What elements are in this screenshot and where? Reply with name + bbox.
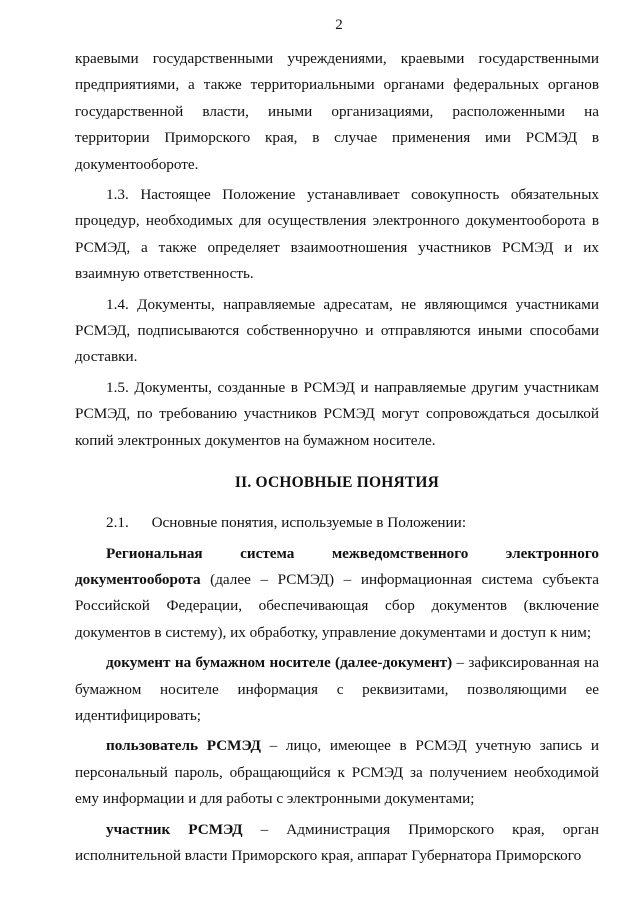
definition-user (75, 733, 599, 812)
definition-text: – лицо, имеющее в РСМЭД учетную запись и персональный пароль, обращающийся к РСМЭД за получением необходимой ему информации и для работы с электронными документами; (75, 737, 599, 808)
paragraph-1-3: 1.3. Настоящее Положение устанавливает совокупность обязательных процедур, необходимых для осуществления электронного документооборота в РСМЭД, а также определяет взаимоотношения участников РСМЭД и их взаимную ответственность. (75, 186, 599, 283)
paragraph-1-5: 1.5. Документы, созданные в РСМЭД и направляемые другим участникам РСМЭД, по требованию участников РСМЭД могут сопровождаться досылкой копий электронных документов на бумажном носителе. (75, 378, 599, 449)
definition-term: Региональная система межведомственного электронного документооборота (75, 544, 599, 588)
definition-text: – зафиксированная на бумажном носителе информация с реквизитами, позволяющими ее идентифицировать; (75, 654, 599, 724)
definition-text: – Администрация Приморского края, орган исполнительной власти Приморского края, аппарат Губернатора Приморского (75, 820, 599, 864)
subsection-intro: 2.1. Основные понятия, используемые в Положении: (106, 514, 467, 532)
paragraph-1-4: 1.4. Документы, направляемые адресатам, не являющимся участниками РСМЭД, подписываются собственноручно и отправляются иными способами доставки. (75, 295, 599, 366)
page-number: 2 (335, 17, 343, 33)
definition-rsmed (75, 541, 599, 647)
definition-term: пользователь РСМЭД (106, 737, 261, 755)
definition-paper-document (75, 650, 599, 729)
intro-paragraph: краевыми государственными учреждениями, краевыми государственными предприятиями, а также территориальными органами федеральных органов государственной власти, иными организациями, расположенными на территории Приморского края, в случае применения ими РСМЭД в документообороте. (75, 50, 599, 173)
definition-participant (75, 817, 599, 870)
section-heading: II. ОСНОВНЫЕ ПОНЯТИЯ (234, 474, 440, 492)
definition-term: участник РСМЭД (106, 820, 243, 838)
definition-term: документ на бумажном носителе (далее-документ) (106, 654, 453, 672)
definition-text: (далее – РСМЭД) – информационная система субъекта Российской Федерации, обеспечивающая сбор документов (включение документов в систему), их обработку, управление документами и доступ к ним; (75, 570, 599, 641)
